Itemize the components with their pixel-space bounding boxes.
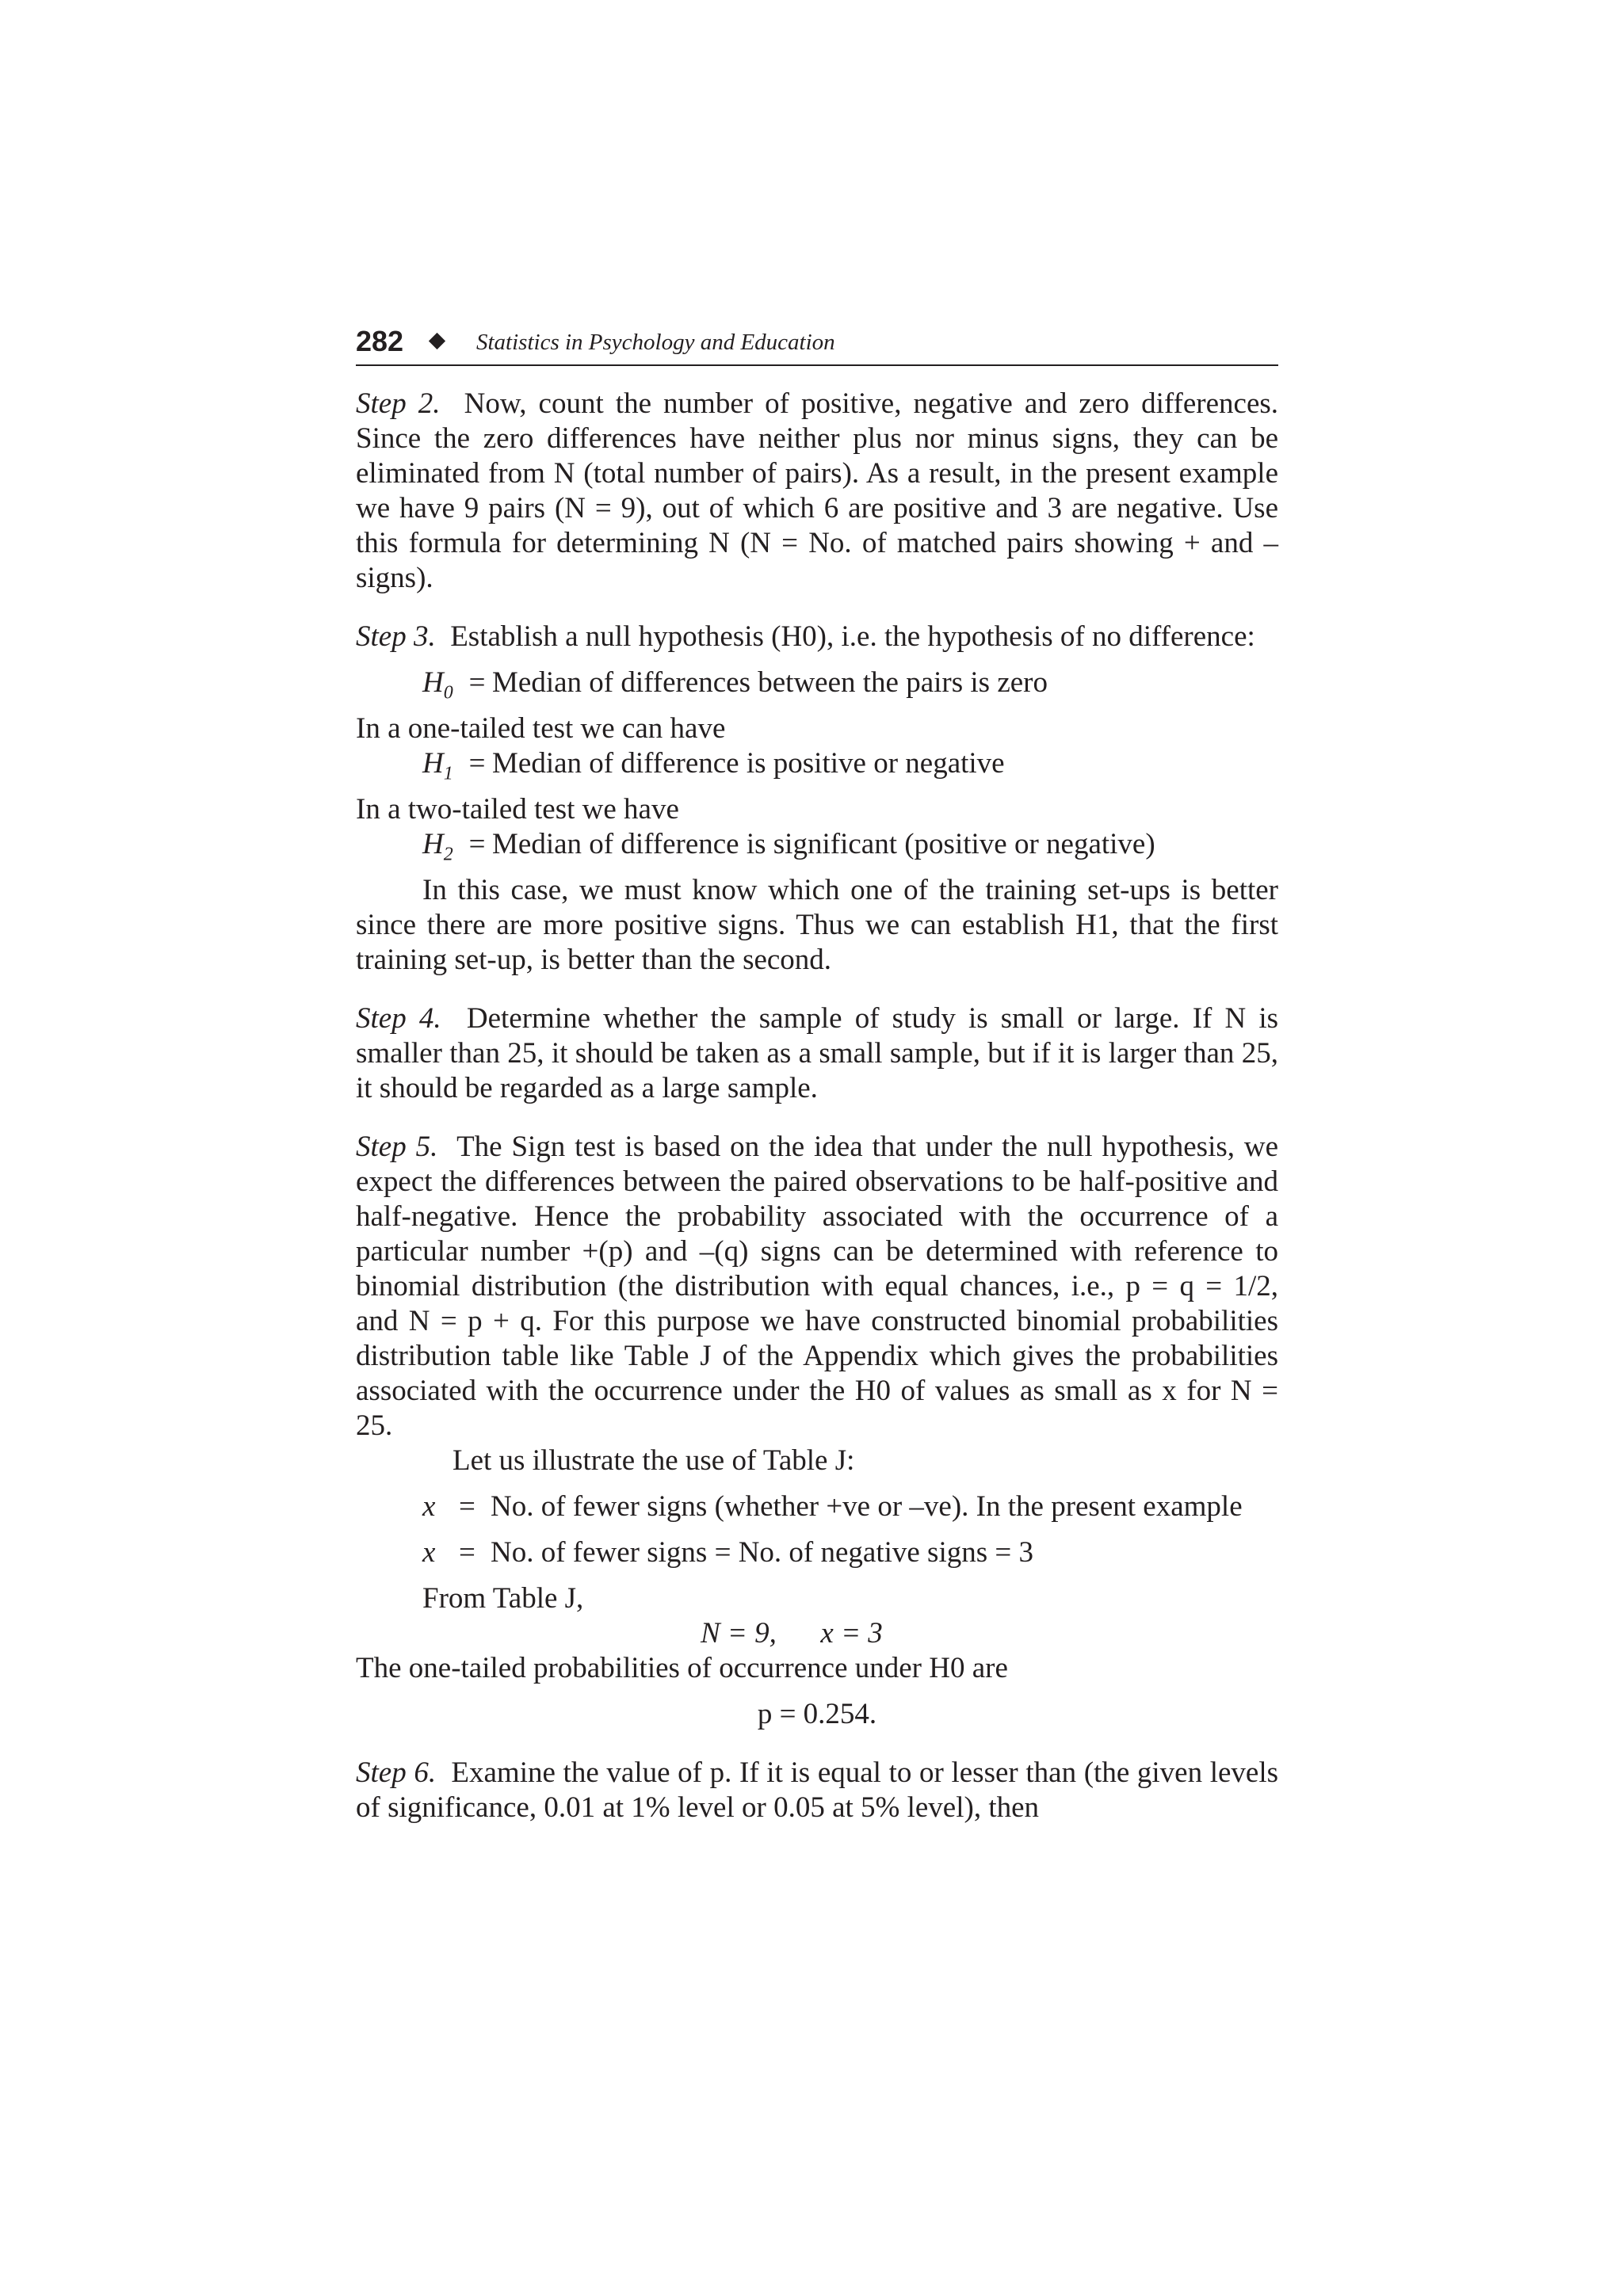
x2-equals: = [459, 1536, 475, 1569]
step-4-label: Step 4. [356, 1002, 441, 1035]
step-6-paragraph [356, 1756, 1278, 1825]
h0-text: Median of differences between the pairs is zero [492, 666, 1048, 699]
h1-equals: = [468, 747, 486, 780]
step-5-label: Step 5. [356, 1131, 438, 1163]
x2-text: No. of fewer signs = No. of negative signs = 3 [491, 1536, 1034, 1569]
x1-text: No. of fewer signs (whether +ve or –ve). In the present example [491, 1490, 1243, 1523]
h2-text: Median of difference is significant (positive or negative) [492, 828, 1155, 860]
step-4-paragraph [356, 1001, 1278, 1106]
step-6-label: Step 6. [356, 1756, 437, 1789]
step-3-conclusion: In this case, we must know which one of the training set-ups is better since there are more positive signs. Thus we can establish H1, that the first training set-up, is better than the second. [356, 874, 1278, 976]
page-number: 282 [356, 325, 404, 357]
x1-symbol: x [422, 1490, 436, 1523]
h1-symbol: $H_1$ [422, 747, 453, 784]
step-5-paragraph [356, 1130, 1278, 1444]
step-3-paragraph [356, 620, 1278, 654]
hypothesis-h1 [422, 746, 1278, 784]
h2-equals: = [468, 828, 486, 860]
one-tailed-intro: In a one-tailed test we can have [356, 712, 726, 745]
h0-symbol: $H_0$ [422, 666, 453, 704]
step-4-text: Determine whether the sample of study is small or large. If N is smaller than 25, it should be taken as a small sample, but if it is larger than 25, it should be regarded as a large sample. [356, 1002, 1278, 1104]
hypothesis-h0 [422, 666, 1278, 704]
h2-symbol: $H_2$ [422, 828, 453, 865]
one-tailed-probability-line: The one-tailed probabilities of occurrence under H0 are [356, 1652, 1008, 1684]
step-6-text: Examine the value of p. If it is equal to or lesser than (the given levels of significance, 0.01 at 1% level or 0.05 at 5% level), then [356, 1756, 1279, 1824]
step-3-label: Step 3. [356, 620, 436, 653]
p-value: p = 0.254. [757, 1698, 877, 1730]
step-2-text: Now, count the number of positive, negative and zero differences. Since the zero differences have neither plus nor minus signs, they can be eliminated from N (total number of pairs). As a result, in the present example we have 9 pairs (N = 9), out of which 6 are positive and 3 are negative. Use this formula for determining N (N = No. of matched pairs showing + and – signs). [356, 387, 1279, 594]
n-x-values: N = 9, x = 3 [701, 1617, 883, 1650]
h1-text: Median of difference is positive or negative [492, 747, 1005, 780]
diamond-icon [429, 333, 445, 349]
h0-equals: = [468, 666, 486, 699]
x-definition-2 [422, 1535, 1278, 1570]
x1-equals: = [459, 1490, 475, 1523]
x2-symbol: x [422, 1536, 436, 1569]
step-3-text: Establish a null hypothesis (H0), i.e. the hypothesis of no difference: [450, 620, 1255, 653]
illustrate-line: Let us illustrate the use of Table J: [453, 1444, 855, 1477]
step-2-paragraph [356, 387, 1278, 596]
two-tailed-intro: In a two-tailed test we have [356, 793, 679, 826]
from-table-line: From Table J, [422, 1582, 584, 1615]
page-body [356, 387, 1278, 1825]
step-2-label: Step 2. [356, 387, 441, 420]
step-5-text: The Sign test is based on the idea that under the null hypothesis, we expect the differences between the paired observations to be half-positive and half-negative. Hence the probability associated with the occurrence of a particular number +(p) and –(q) signs can be determined with reference to binomial distribution (the distribution with equal chances, i.e., p = q = 1/2, and N = p + q. For this purpose we have constructed binomial probabilities distribution table like Table J of the Appendix which gives the probabilities associated with the occurrence under the H0 of values as small as x for N = 25. [356, 1131, 1279, 1442]
running-header [356, 323, 1278, 366]
running-title: Statistics in Psychology and Education [476, 330, 835, 355]
hypothesis-h2 [422, 827, 1278, 865]
x-definition-1 [422, 1489, 1278, 1524]
